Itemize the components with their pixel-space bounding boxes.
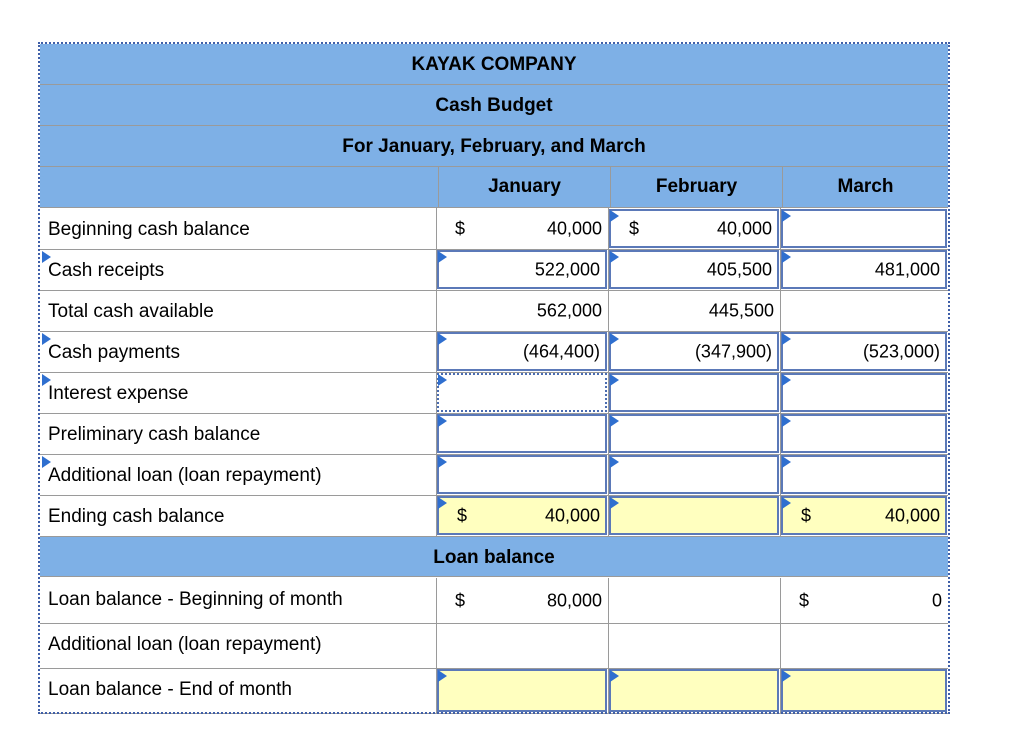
- loan-cell-feb: [609, 624, 779, 667]
- loan-cell-jan: [437, 624, 607, 667]
- budget-cell-mar[interactable]: [781, 332, 947, 371]
- currency-symbol: $: [455, 218, 466, 238]
- input-flag-icon: [782, 415, 791, 427]
- budget-value-jan: 40,000: [546, 218, 602, 238]
- budget-column-divider: [608, 372, 609, 413]
- budget-column-divider: [608, 208, 609, 249]
- currency-symbol: $: [457, 505, 468, 525]
- budget-row-label: Additional loan (loan repayment): [48, 465, 322, 486]
- budget-column-divider: [436, 495, 437, 536]
- budget-cell-feb: [609, 291, 779, 330]
- input-flag-icon: [438, 415, 447, 427]
- loan-column-divider: [608, 668, 609, 713]
- budget-cell-mar: [781, 291, 947, 330]
- budget-column-divider: [436, 331, 437, 372]
- input-flag-icon: [782, 497, 791, 509]
- budget-row-label: Cash payments: [48, 342, 181, 363]
- input-flag-icon: [610, 415, 619, 427]
- month-header-january: January: [438, 167, 610, 207]
- budget-cell-feb[interactable]: [609, 455, 779, 494]
- budget-column-divider: [436, 372, 437, 413]
- title-band-report: [40, 85, 948, 126]
- input-flag-icon: [42, 251, 51, 263]
- budget-cell-feb[interactable]: [609, 250, 779, 289]
- budget-cell-jan[interactable]: [437, 373, 607, 412]
- loan-row-label: Loan balance - Beginning of month: [48, 589, 343, 610]
- loan-column-divider: [780, 623, 781, 668]
- budget-column-divider: [608, 413, 609, 454]
- budget-cell-feb[interactable]: [609, 209, 779, 248]
- loan-balance-title: Loan balance: [433, 547, 555, 568]
- budget-row-label: Cash receipts: [48, 260, 165, 281]
- budget-row-label: Beginning cash balance: [48, 219, 250, 240]
- budget-column-divider: [780, 208, 781, 249]
- budget-row-label: Total cash available: [48, 301, 214, 322]
- input-flag-icon: [438, 670, 447, 682]
- input-flag-icon: [782, 456, 791, 468]
- input-flag-icon: [610, 374, 619, 386]
- loan-row-label: Loan balance - End of month: [48, 679, 293, 700]
- loan-column-divider: [436, 578, 437, 623]
- budget-cell-jan: [437, 209, 607, 248]
- budget-value-feb: (347,900): [694, 341, 772, 361]
- input-flag-icon: [42, 374, 51, 386]
- input-flag-icon: [782, 670, 791, 682]
- budget-cell-feb[interactable]: [609, 332, 779, 371]
- loan-cell-jan[interactable]: [437, 669, 607, 712]
- input-flag-icon: [610, 670, 619, 682]
- loan-value-mar: 0: [931, 590, 942, 610]
- budget-column-divider: [436, 413, 437, 454]
- budget-value-jan: 522,000: [534, 259, 600, 279]
- currency-symbol: $: [629, 218, 640, 238]
- budget-column-divider: [780, 331, 781, 372]
- budget-row-label: Preliminary cash balance: [48, 424, 261, 445]
- budget-cell-jan[interactable]: [437, 455, 607, 494]
- budget-cell-jan[interactable]: [437, 496, 607, 535]
- period-title: For January, February, and March: [342, 136, 646, 157]
- loan-column-divider: [436, 668, 437, 713]
- loan-cell-mar: [781, 579, 947, 622]
- month-header-row: [40, 167, 948, 208]
- loan-column-divider: [780, 668, 781, 713]
- input-flag-icon: [782, 210, 791, 222]
- budget-value-jan: 40,000: [544, 505, 600, 525]
- cash-budget-sheet: [38, 42, 950, 714]
- budget-cell-mar[interactable]: [781, 373, 947, 412]
- input-flag-icon: [438, 497, 447, 509]
- title-band-period: [40, 126, 948, 167]
- budget-cell-mar[interactable]: [781, 250, 947, 289]
- budget-cell-jan: [437, 291, 607, 330]
- budget-column-divider: [780, 249, 781, 290]
- budget-column-divider: [608, 331, 609, 372]
- input-flag-icon: [438, 456, 447, 468]
- budget-column-divider: [780, 290, 781, 331]
- input-flag-icon: [610, 251, 619, 263]
- title-band-company: [40, 44, 948, 85]
- input-flag-icon: [782, 374, 791, 386]
- loan-cell-jan: [437, 579, 607, 622]
- budget-column-divider: [436, 249, 437, 290]
- company-title: KAYAK COMPANY: [411, 54, 577, 75]
- input-flag-icon: [610, 456, 619, 468]
- budget-column-divider: [608, 249, 609, 290]
- budget-cell-mar[interactable]: [781, 455, 947, 494]
- budget-value-mar: (523,000): [862, 341, 940, 361]
- loan-cell-mar[interactable]: [781, 669, 947, 712]
- budget-value-feb: 40,000: [716, 218, 772, 238]
- loan-balance-band: [40, 536, 948, 577]
- budget-cell-feb[interactable]: [609, 496, 779, 535]
- budget-column-divider: [436, 454, 437, 495]
- loan-cell-mar: [781, 624, 947, 667]
- budget-value-feb: 405,500: [706, 259, 772, 279]
- input-flag-icon: [610, 333, 619, 345]
- input-flag-icon: [610, 497, 619, 509]
- budget-column-divider: [780, 413, 781, 454]
- budget-column-divider: [436, 290, 437, 331]
- budget-column-divider: [436, 208, 437, 249]
- budget-column-divider: [780, 454, 781, 495]
- report-title: Cash Budget: [435, 95, 553, 116]
- loan-column-divider: [436, 623, 437, 668]
- budget-value-jan: (464,400): [522, 341, 600, 361]
- loan-row-divider: [40, 713, 948, 714]
- input-flag-icon: [438, 333, 447, 345]
- input-flag-icon: [42, 333, 51, 345]
- budget-row-label: Ending cash balance: [48, 506, 225, 527]
- budget-cell-mar[interactable]: [781, 496, 947, 535]
- budget-cell-jan[interactable]: [437, 250, 607, 289]
- input-flag-icon: [782, 333, 791, 345]
- loan-cell-feb: [609, 579, 779, 622]
- currency-symbol: $: [801, 505, 812, 525]
- input-flag-icon: [42, 456, 51, 468]
- budget-cell-mar[interactable]: [781, 209, 947, 248]
- budget-row-label: Interest expense: [48, 383, 189, 404]
- currency-symbol: $: [455, 590, 466, 610]
- currency-symbol: $: [799, 590, 810, 610]
- budget-column-divider: [608, 290, 609, 331]
- budget-cell-feb[interactable]: [609, 414, 779, 453]
- budget-cell-jan[interactable]: [437, 332, 607, 371]
- budget-value-jan: 562,000: [536, 300, 602, 320]
- budget-cell-feb[interactable]: [609, 373, 779, 412]
- budget-value-feb: 445,500: [708, 300, 774, 320]
- loan-column-divider: [780, 578, 781, 623]
- month-header-february: February: [610, 167, 782, 207]
- input-flag-icon: [438, 374, 447, 386]
- budget-value-mar: 40,000: [884, 505, 940, 525]
- budget-column-divider: [780, 495, 781, 536]
- loan-column-divider: [608, 623, 609, 668]
- loan-cell-feb[interactable]: [609, 669, 779, 712]
- budget-column-divider: [608, 495, 609, 536]
- input-flag-icon: [610, 210, 619, 222]
- budget-column-divider: [608, 454, 609, 495]
- budget-value-mar: 481,000: [874, 259, 940, 279]
- loan-row-label: Additional loan (loan repayment): [48, 634, 322, 655]
- budget-column-divider: [780, 372, 781, 413]
- month-header-march: March: [782, 167, 948, 207]
- budget-cell-mar[interactable]: [781, 414, 947, 453]
- input-flag-icon: [782, 251, 791, 263]
- loan-column-divider: [608, 578, 609, 623]
- budget-cell-jan[interactable]: [437, 414, 607, 453]
- input-flag-icon: [438, 251, 447, 263]
- loan-value-jan: 80,000: [546, 590, 602, 610]
